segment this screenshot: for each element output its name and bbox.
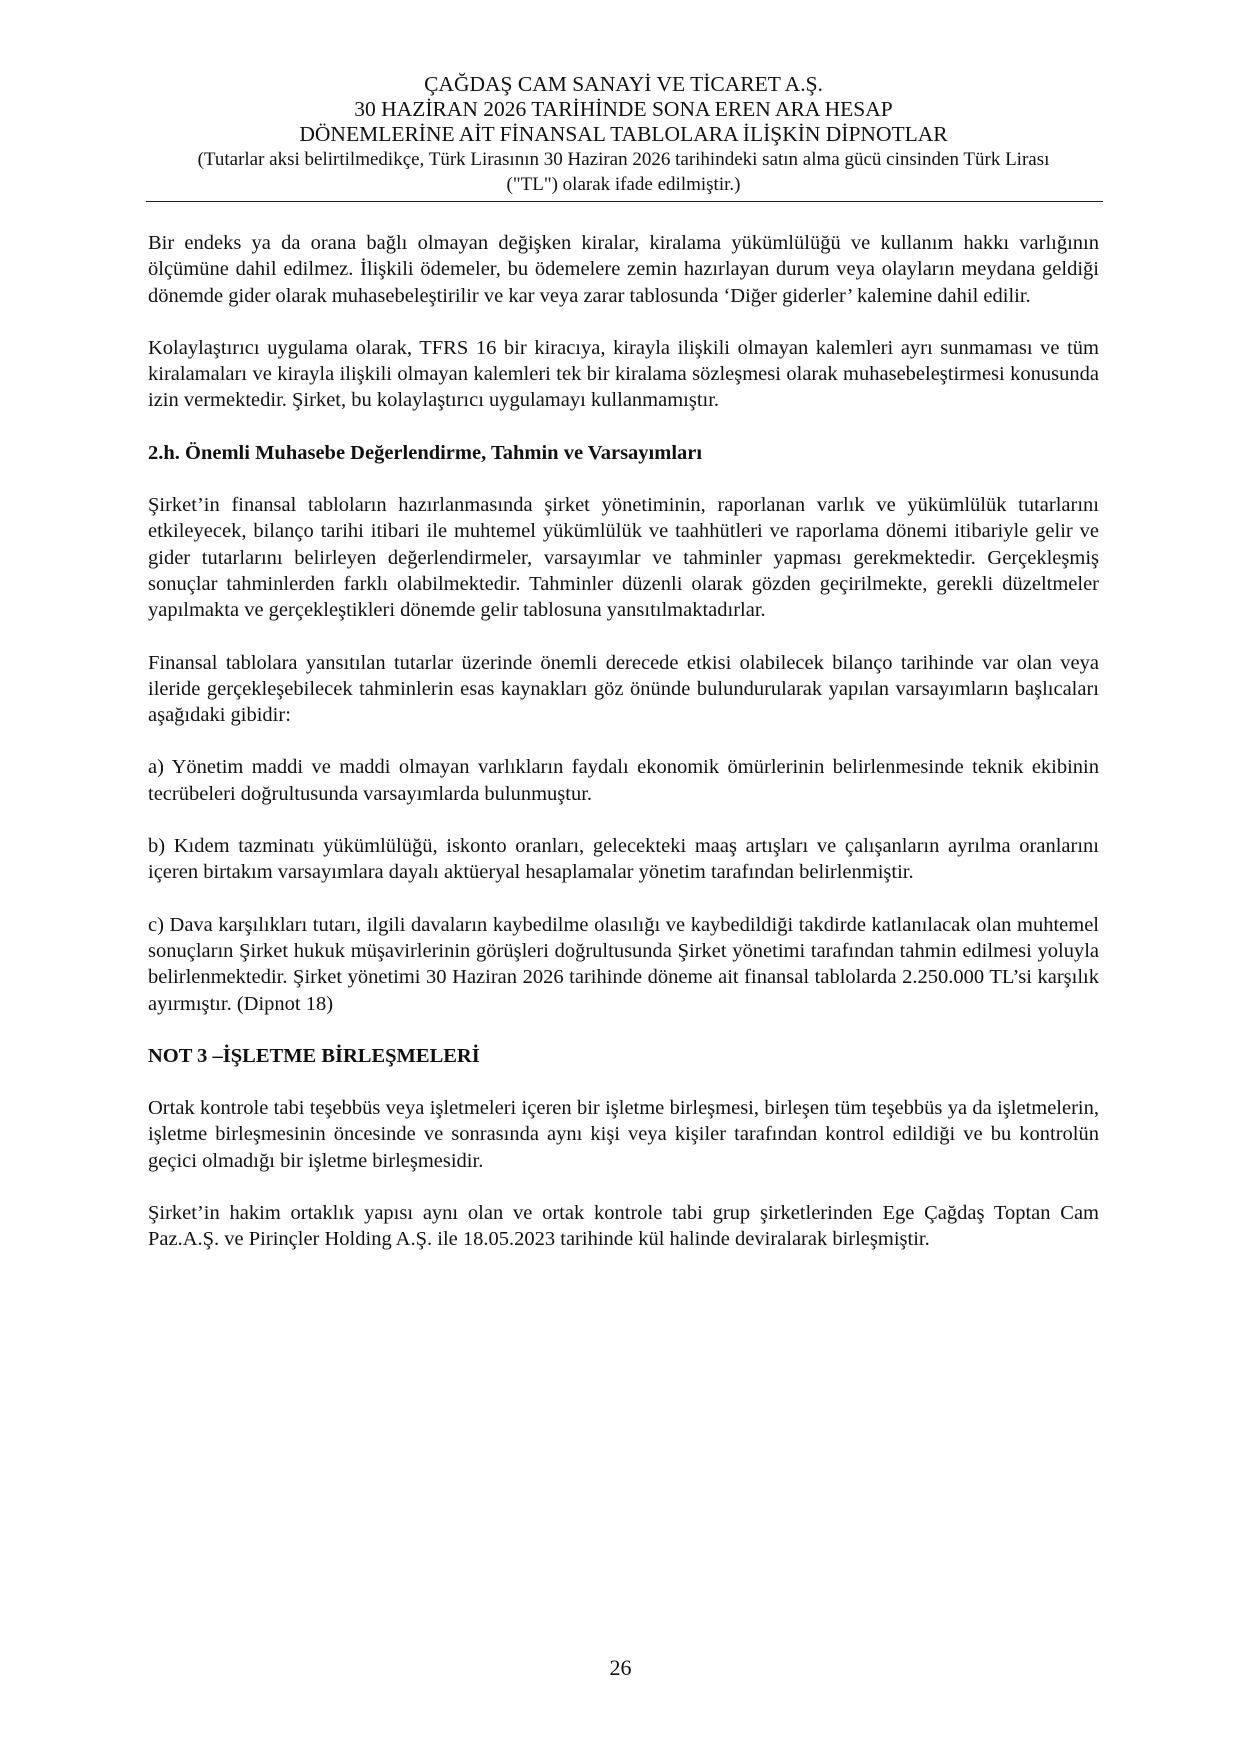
section-heading: 2.h. Önemli Muhasebe Değerlendirme, Tahmin ve Varsayımları [148,441,703,464]
header-note-line2: ("TL") olarak ifade edilmiştir.) [506,174,741,195]
section-heading: NOT 3 –İŞLETME BİRLEŞMELERİ [148,1044,480,1067]
paragraph: c) Dava karşılıkları tutarı, ilgili davaların kaybedilme olasılığı ve kaybedildiği takdirde katlanılacak olan muhtemel sonuçların Şirket hukuk müşavirlerinin görüşleri doğrultusunda Şirket yönetimi tarafından tahmin edilmesi yoluyla belirlenmektedir. Şirket yönetimi 30 Haziran 2026 tarihinde döneme ait finansal tablolarda 2.250.000 TL’si karşılık ayırmıştır. (Dipnot 18) [148,913,1099,1015]
page-header [148,0,1099,197]
paragraph: Şirket’in hakim ortaklık yapısı aynı olan ve ortak kontrole tabi grup şirketlerinden Ege Çağdaş Toptan Cam Paz.A.Ş. ve Pirinçler Holding A.Ş. ile 18.05.2023 tarihinde kül halinde deviralarak birleşmiştir. [148,1202,1099,1251]
paragraph: Ortak kontrole tabi teşebbüs veya işletmeleri içeren bir işletme birleşmesi, birleşen tüm teşebbüs ya da işletmelerin, işletme birleşmesinin öncesinde ve sonrasında aynı kişi veya kişiler tarafından kontrol edildiği ve bu kontrolün geçici olmadığı bir işletme birleşmesidir. [148,1097,1099,1172]
paragraph: Şirket’in finansal tabloların hazırlanmasında şirket yönetiminin, raporlanan varlık ve yükümlülük tutarlarını etkileyecek, bilanço tarihi itibari ile muhtemel yükümlülük ve taahhütleri ve raporlama dönemi itibariyle gelir ve gider tutarlarını belirleyen değerlendirmeler, varsayımlar ve tahminler yapması gerekmektedir. Gerçekleşmiş sonuçlar tahminlerden farklı olabilmektedir. Tahminler düzenli olarak gözden geçirilmekte, gerekli düzeltmeler yapılmakta ve gerçekleştikleri dönemde gelir tablosuna yansıtılmaktadırlar. [148,494,1099,622]
paragraph: a) Yönetim maddi ve maddi olmayan varlıkların faydalı ekonomik ömürlerinin belirlenmesinde teknik ekibinin tecrübeleri doğrultusunda varsayımlarda bulunmuştur. [148,756,1099,805]
header-note-line1: (Tutarlar aksi belirtilmedikçe, Türk Lirasının 30 Haziran 2026 tarihindeki satın alma gücü cinsinden Türk Lirası [197,149,1050,170]
document-body [148,230,1099,1253]
header-company-name: ÇAĞDAŞ CAM SANAYİ VE TİCARET A.Ş. [424,72,823,96]
paragraph: Kolaylaştırıcı uygulama olarak, TFRS 16 bir kiracıya, kirayla ilişkili olmayan kalemleri ayrı sunmaması ve tüm kiralamaları ve kirayla ilişkili olmayan kalemleri tek bir kiralama sözleşmesi olarak muhasebeleştirmesi konusunda izin vermektedir. Şirket, bu kolaylaştırıcı uygulamayı kullanmamıştır. [148,336,1099,412]
paragraph: b) Kıdem tazminatı yükümlülüğü, iskonto oranları, gelecekteki maaş artışları ve çalışanların ayrılma oranlarını içeren birtakım varsayımlara dayalı aktüeryal hesaplamalar yönetim tarafından belirlenmiştir. [148,835,1099,884]
paragraph: Bir endeks ya da orana bağlı olmayan değişken kiralar, kiralama yükümlülüğü ve kullanım hakkı varlığının ölçümüne dahil edilmez. İlişkili ödemeler, bu ödemelere zemin hazırlayan durum veya olayların meydana geldiği dönemde gider olarak muhasebeleştirilir ve kar veya zarar tablosunda ‘Diğer giderler’ kalemine dahil edilir. [148,232,1099,307]
page-number: 26 [609,1655,632,1680]
paragraph: Finansal tablolara yansıtılan tutarlar üzerinde önemli derecede etkisi olabilecek bilanço tarihinde var olan veya ileride gerçekleşebilecek tahminlerin esas kaynakları göz önünde bulundurularak yapılan varsayımların başlıcaları aşağıdaki gibidir: [148,651,1099,727]
header-period: 30 HAZİRAN 2026 TARİHİNDE SONA EREN ARA HESAP [354,97,893,121]
header-title: DÖNEMLERİNE AİT FİNANSAL TABLOLARA İLİŞKİN DİPNOTLAR [299,122,948,146]
header-divider [146,201,1103,202]
